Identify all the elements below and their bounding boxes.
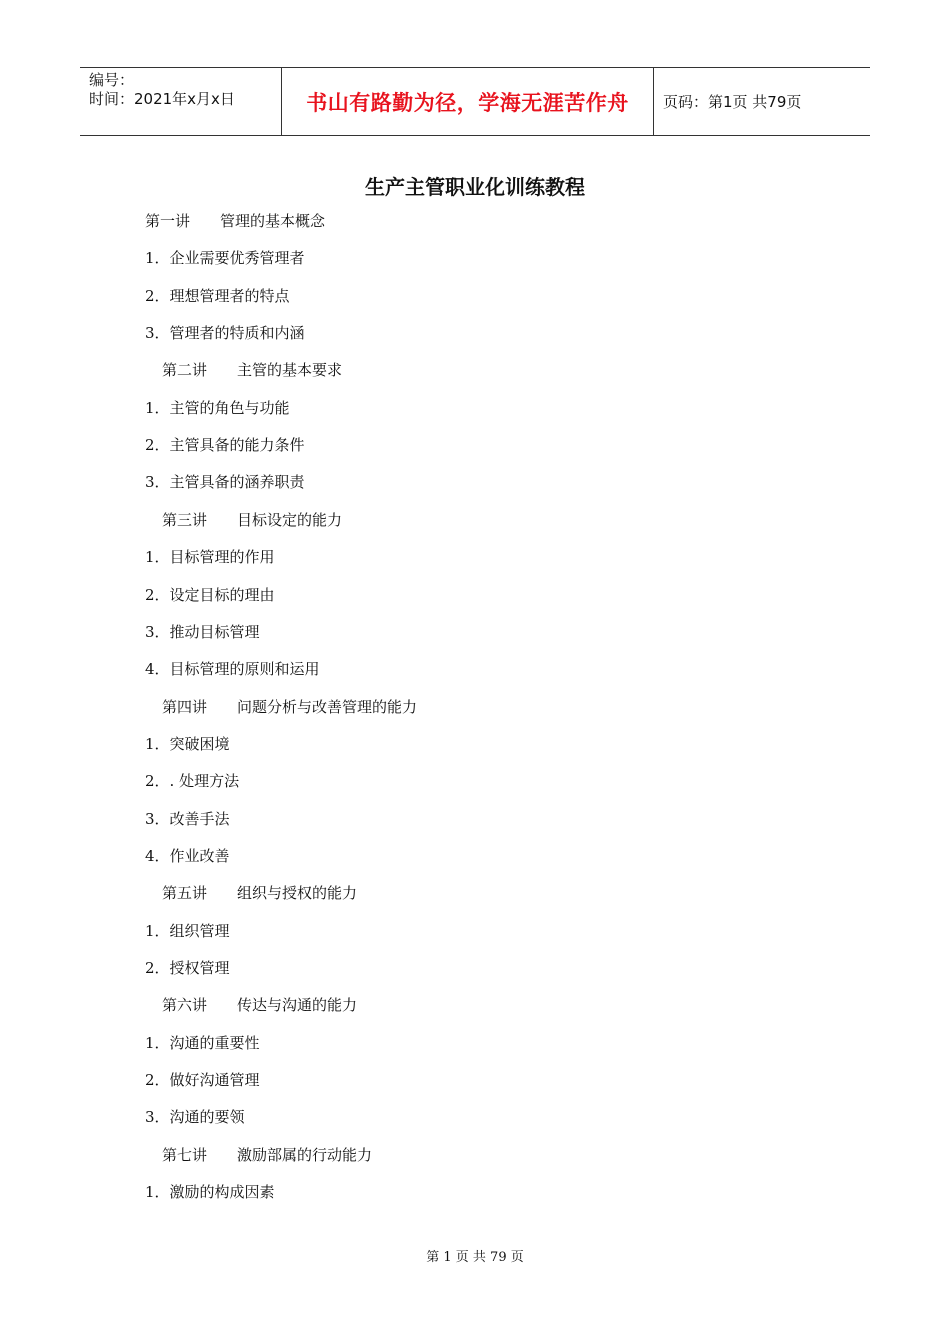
lecture-title: 组织与授权的能力 (237, 884, 358, 903)
header-page-info: 页码：第1页 共79页 (663, 93, 802, 111)
list-item: 2．设定目标的理由 (145, 585, 275, 604)
list-item: 1．企业需要优秀管理者 (145, 249, 305, 268)
list-item: 1．主管的角色与功能 (145, 398, 290, 417)
lecture-title: 目标设定的能力 (237, 510, 343, 529)
page-header (80, 67, 870, 136)
list-item: 3．沟通的要领 (145, 1108, 245, 1127)
list-item: 3．管理者的特质和内涵 (145, 324, 305, 343)
list-item: 4．作业改善 (145, 846, 230, 865)
list-item: 2．主管具备的能力条件 (145, 436, 305, 455)
lecture-title: 传达与沟通的能力 (237, 996, 358, 1015)
lecture-heading (162, 995, 357, 1015)
list-item: 2．做好沟通管理 (145, 1071, 260, 1090)
lecture-heading (162, 883, 357, 903)
list-item: 3．改善手法 (145, 809, 230, 828)
list-item: 3．推动目标管理 (145, 622, 260, 641)
lecture-number: 第七讲 (162, 1145, 208, 1164)
header-left-cell (80, 68, 281, 135)
lecture-number: 第一讲 (145, 212, 191, 230)
document-number-label: 编号： (89, 71, 135, 89)
lecture-title: 主管的基本要求 (237, 361, 343, 380)
list-item: 1．突破困境 (145, 734, 230, 753)
list-item: 2．授权管理 (145, 959, 230, 977)
list-item: 4．目标管理的原则和运用 (145, 660, 320, 679)
list-item: 1．组织管理 (145, 921, 230, 940)
list-item: 2．理想管理者的特点 (145, 286, 290, 305)
lecture-title: 问题分析与改善管理的能力 (237, 697, 418, 716)
lecture-number: 第六讲 (162, 996, 208, 1015)
lecture-title: 激励部属的行动能力 (237, 1145, 373, 1164)
lecture-number: 第四讲 (162, 697, 208, 716)
list-item: 2．. 处理方法 (145, 772, 240, 791)
lecture-title: 管理的基本概念 (220, 212, 326, 230)
lecture-heading (162, 510, 342, 530)
page-footer: 第 1 页 共 79 页 (426, 1250, 524, 1265)
list-item: 1．沟通的重要性 (145, 1033, 260, 1052)
list-item: 1．激励的构成因素 (145, 1183, 275, 1202)
lecture-heading (145, 211, 325, 231)
list-item: 3．主管具备的涵养职责 (145, 473, 305, 492)
lecture-heading (162, 1145, 372, 1165)
lecture-number: 第五讲 (162, 884, 208, 903)
header-motto: 书山有路勤为径，学海无涯苦作舟 (281, 68, 654, 135)
lecture-number: 第二讲 (162, 361, 208, 380)
lecture-heading (162, 697, 417, 717)
document-title: 生产主管职业化训练教程 (365, 175, 585, 199)
list-item: 1．目标管理的作用 (145, 548, 275, 567)
lecture-number: 第三讲 (162, 510, 208, 529)
lecture-heading (162, 360, 342, 380)
document-date: 时间：2021年x月x日 (89, 90, 235, 108)
